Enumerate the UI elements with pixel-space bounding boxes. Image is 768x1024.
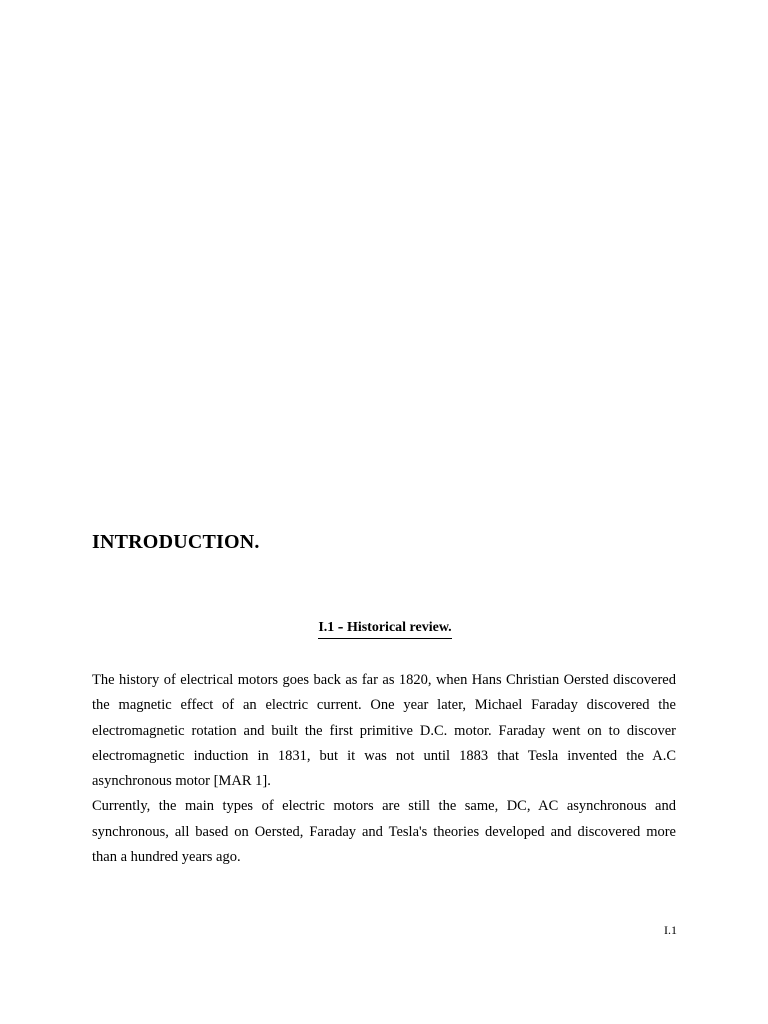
body-text [92,668,676,870]
section-heading-text [318,618,451,639]
section-number: I.1 [318,620,335,635]
paragraph-history: The history of electrical motors goes back as far as 1820, when Hans Christian Oersted discovered the magnetic effect of an electric current. One year later, Michael Faraday discovered the electromagnetic rotation and built the first primitive D.C. motor. Faraday went on to discover electromagnetic induction in 1831, but it was not until 1883 that Tesla invented the A.C asynchronous motor [MAR 1]. [92,672,676,790]
paragraph-current-types: Currently, the main types of electric motors are still the same, DC, AC asynchronous and synchronous, all based on Oersted, Faraday and Tesla's theories developed and discovered more than a hundred years ago. [92,798,676,866]
section-separator: - [337,617,344,636]
page-number: I.1 [664,923,677,937]
section-heading [0,618,768,639]
chapter-title: INTRODUCTION. [92,531,260,553]
section-title: Historical review. [346,620,452,635]
